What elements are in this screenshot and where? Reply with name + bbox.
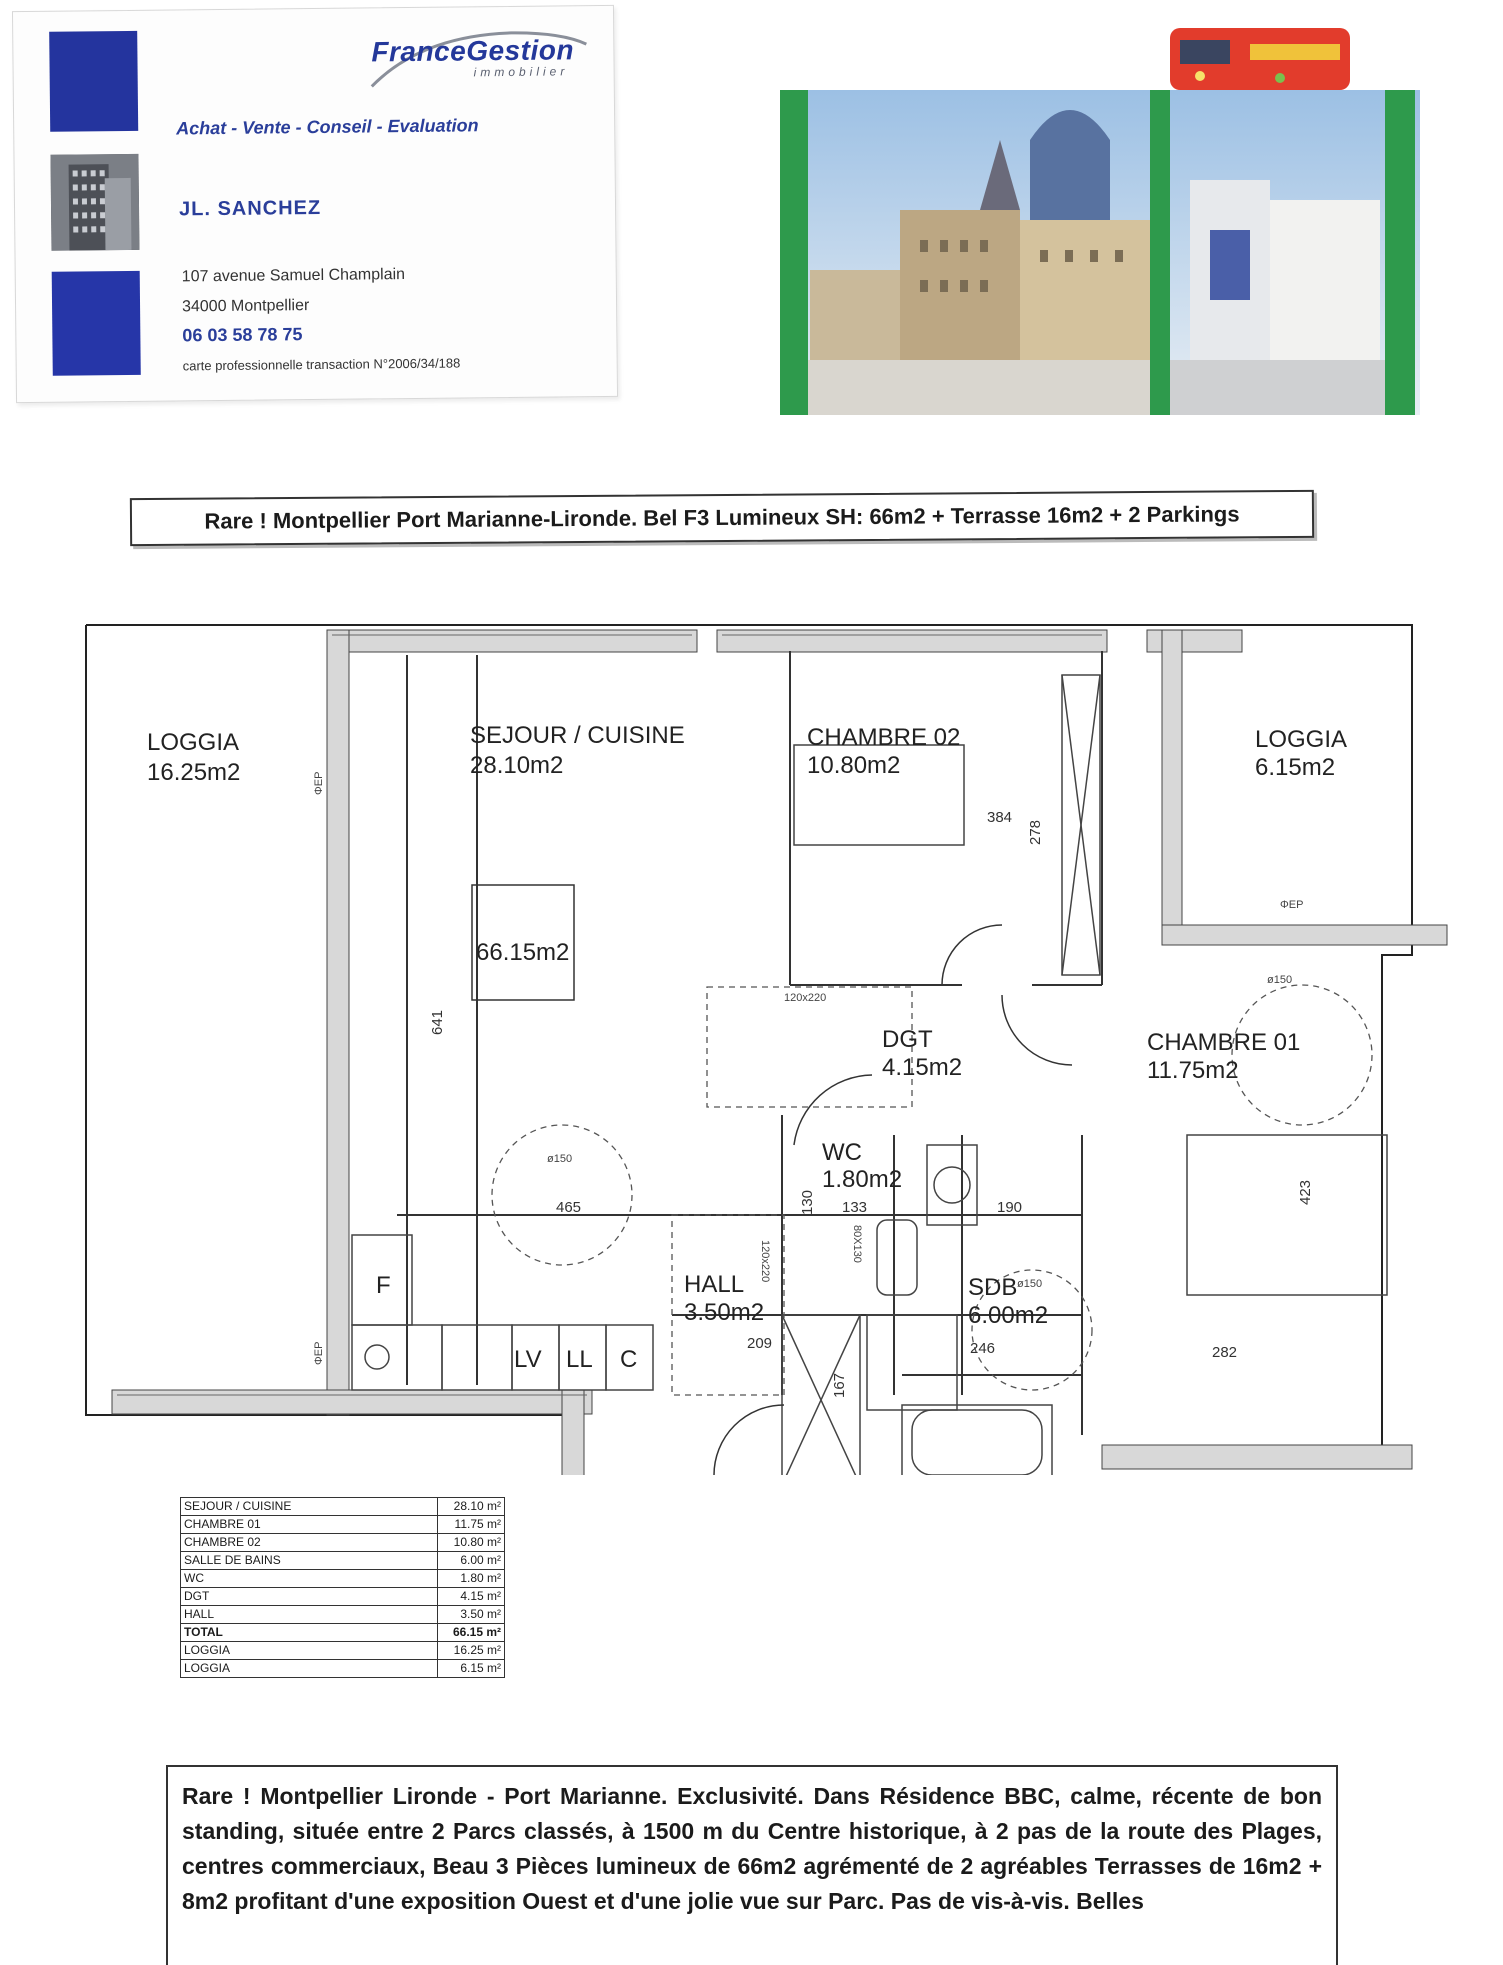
logo-square-top [49, 31, 138, 132]
logo-square-bottom [52, 271, 141, 376]
listing-description: Rare ! Montpellier Lironde - Port Marianne. Exclusivité. Dans Résidence BBC, calme, récente de bon standing, située entre 2 Parcs classés, à 1500 m du Centre historique, à 2 pas de la route des Plages, centres commerciaux, Beau 3 Pièces lumineux de 66m2 agrémenté de 2 agréables Terrasses de 16m2 + 8m2 profitant d'une exposition Ouest et d'une jolie vue sur Parc. Pas de vis-à-vis. Belles [166, 1765, 1338, 1965]
brand-subtitle: immobilier [473, 64, 569, 80]
surface-value: 66.15 m² [438, 1624, 505, 1642]
floor-plan [82, 615, 1452, 1475]
table-row [181, 1660, 505, 1678]
room-area-chambre-01: 11.75m2 [1147, 1057, 1239, 1084]
dim-423: 423 [1297, 1179, 1314, 1205]
surface-name: HALL [181, 1606, 438, 1624]
card-tagline: Achat - Vente - Conseil - Evaluation [176, 115, 479, 139]
dim-384: 384 [987, 809, 1013, 826]
room-area-loggia-right: 6.15m2 [1255, 754, 1336, 781]
room-name-hall: HALL [684, 1271, 745, 1298]
table-row [181, 1534, 505, 1552]
annot-dia-living: ø150 [547, 1153, 573, 1165]
surface-value: 10.80 m² [438, 1534, 505, 1552]
surface-name: SALLE DE BAINS [181, 1552, 438, 1570]
room-name-loggia-left: LOGGIA [147, 729, 240, 756]
business-card [12, 5, 618, 403]
surface-name: WC [181, 1570, 438, 1588]
room-area-dgt: 4.15m2 [882, 1054, 963, 1081]
table-row-total [181, 1624, 505, 1642]
annot-dia-bedroom: ø150 [1267, 974, 1293, 986]
table-row [181, 1516, 505, 1534]
table-row [181, 1498, 505, 1516]
surface-name: CHAMBRE 02 [181, 1534, 438, 1552]
dim-641: 641 [429, 1009, 446, 1035]
dim-167: 167 [831, 1372, 848, 1398]
listing-title: Rare ! Montpellier Port Marianne-Lironde. Bel F3 Lumineux SH: 66m2 + Terrasse 16m2 + 2 Parkings [130, 490, 1314, 546]
table-row [181, 1642, 505, 1660]
surface-value: 6.00 m² [438, 1552, 505, 1570]
room-name-sejour: SEJOUR / CUISINE [470, 722, 685, 749]
surface-name: LOGGIA [181, 1642, 438, 1660]
dim-209: 209 [747, 1335, 773, 1352]
annot-wc-size: 80X130 [851, 1225, 863, 1263]
address-line-2: 34000 Montpellier [181, 297, 310, 316]
dim-133: 133 [842, 1199, 868, 1216]
licence-number: carte professionnelle transaction N°2006/34/188 [182, 355, 461, 374]
surface-value: 1.80 m² [438, 1570, 505, 1588]
surface-name: LOGGIA [181, 1660, 438, 1678]
surface-name: DGT [181, 1588, 438, 1606]
surface-name: CHAMBRE 01 [181, 1516, 438, 1534]
dim-246: 246 [970, 1340, 996, 1357]
table-row [181, 1552, 505, 1570]
dim-130: 130 [799, 1189, 816, 1215]
table-row [181, 1606, 505, 1624]
surface-table [180, 1497, 505, 1678]
surface-value: 11.75 m² [438, 1516, 505, 1534]
room-name-sdb: SDB [968, 1274, 1018, 1301]
annot-door-dgt: 120x220 [784, 992, 827, 1004]
dim-465: 465 [556, 1199, 582, 1216]
room-name-wc: WC [822, 1139, 862, 1166]
brand-name: FranceGestion [371, 34, 575, 68]
building-photo [50, 154, 139, 251]
room-area-hall: 3.50m2 [684, 1299, 765, 1326]
surface-name: TOTAL [181, 1624, 438, 1642]
room-area-sdb: 6.00m2 [968, 1302, 1049, 1329]
surface-value: 3.50 m² [438, 1606, 505, 1624]
room-area-sejour: 28.10m2 [470, 752, 564, 779]
room-name-loggia-right: LOGGIA [1255, 726, 1348, 753]
room-name-chambre-02: CHAMBRE 02 [807, 724, 961, 751]
surface-value: 4.15 m² [438, 1588, 505, 1606]
room-area-loggia-left: 16.25m2 [147, 759, 241, 786]
total-area-label: 66.15m2 [476, 939, 570, 966]
table-row [181, 1588, 505, 1606]
annot-door-hall: 120x220 [759, 1240, 771, 1283]
appliance-washer: LL [566, 1346, 593, 1373]
annot-ep-right: ΦEP [1280, 899, 1304, 911]
appliance-cooker: C [620, 1346, 638, 1373]
dim-278: 278 [1027, 819, 1044, 845]
surface-value: 6.15 m² [438, 1660, 505, 1678]
agent-name: JL. SANCHEZ [178, 196, 322, 221]
phone-number: 06 03 58 78 75 [182, 324, 303, 346]
surface-value: 28.10 m² [438, 1498, 505, 1516]
address-line-1: 107 avenue Samuel Champlain [181, 266, 406, 286]
dim-190: 190 [997, 1199, 1023, 1216]
city-collage-image [780, 20, 1420, 415]
room-name-chambre-01: CHAMBRE 01 [1147, 1029, 1301, 1056]
table-row [181, 1570, 505, 1588]
room-name-dgt: DGT [882, 1026, 933, 1053]
room-area-wc: 1.80m2 [822, 1166, 903, 1193]
annot-dia-bathroom: ø150 [1017, 1278, 1043, 1290]
appliance-dishwasher: LV [514, 1346, 542, 1373]
surface-name: SEJOUR / CUISINE [181, 1498, 438, 1516]
surface-value: 16.25 m² [438, 1642, 505, 1660]
annot-ep-left-bottom: ΦEP [313, 1341, 325, 1365]
annot-ep-left-top: ΦEP [313, 771, 325, 795]
dim-282: 282 [1212, 1344, 1238, 1361]
appliance-fridge: F [376, 1272, 391, 1299]
room-area-chambre-02: 10.80m2 [807, 752, 901, 779]
